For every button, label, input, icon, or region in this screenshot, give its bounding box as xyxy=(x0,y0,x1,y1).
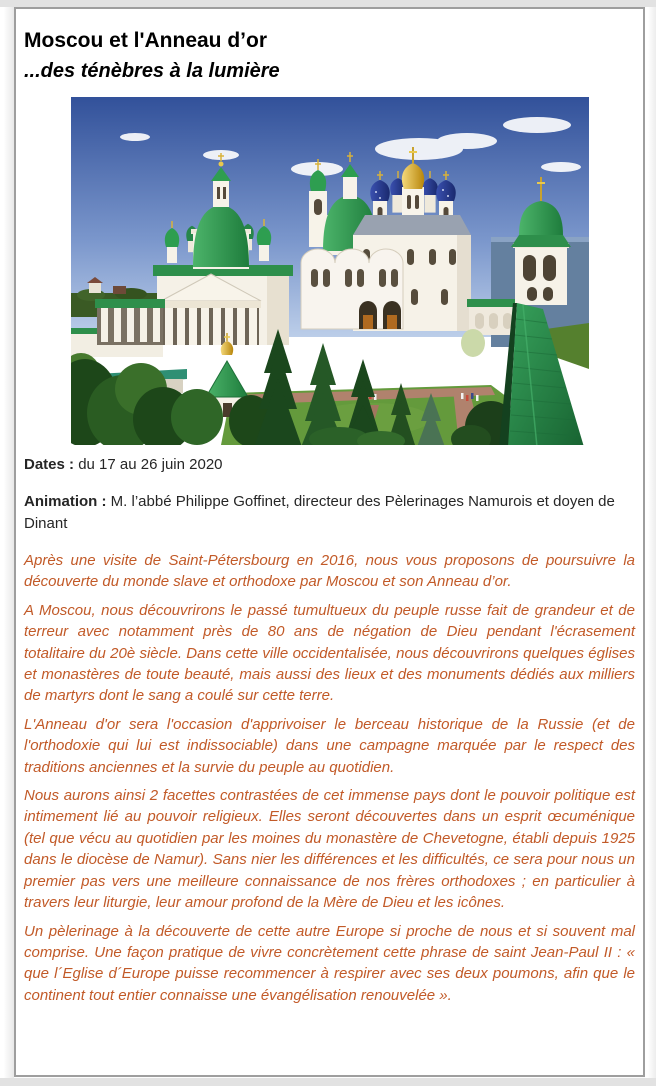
monastery-photo xyxy=(71,97,589,445)
animation-line xyxy=(24,491,635,535)
two-facets-paragraph: Nous aurons ainsi 2 facettes contrastées de cet immense pays dont le pouvoir politique est intimement lié au pouvoir religieux. Elles seront découvertes dans un esprit œcuménique (tel que vécu au quotidien par les moines du monastère de Chevetogne, établi depuis 1925 dans le diocèse de Namur). Sans nier les différences et les difficultés, ce sera pour nous un premier pas vers une meilleure connaissance de nos frères orthodoxes ; en particulier à travers leur liturgie, leur amour profond de la Mère de Dieu et les icônes. xyxy=(24,787,635,912)
golden-ring-paragraph: L'Anneau d'or sera l'occasion d'apprivoiser le berceau historique de la Russie (et de l'orthodoxie qui lui est indissociable) dans une campagne marquée par le respect des traditions anciennes et la survie du peuple au quotidien. xyxy=(24,715,635,776)
page-container xyxy=(14,7,645,1077)
page-title: Moscou et l'Anneau d’or xyxy=(24,29,268,52)
monastery-photo-illustration xyxy=(71,97,589,445)
page-subtitle: ...des ténèbres à la lumière xyxy=(24,60,280,82)
intro-paragraph: Après une visite de Saint-Pétersbourg en 2016, nous vous proposons de poursuivre la découverte du monde slave et orthodoxe par Moscou et son Anneau d’or. xyxy=(24,552,635,591)
closing-paragraph: Un pèlerinage à la découverte de cette autre Europe si proche de nous et si souvent mal comprise. Une façon pratique de vivre concrètement cette phrase de saint Jean-Paul II : « que l´Eglise d´Europe puisse recommencer à respirer avec ses deux poumons, afin que le continent tout entier connaisse une évangélisation renouvelée ». xyxy=(24,922,635,1004)
page-gutter-left xyxy=(0,7,14,1078)
moscow-paragraph: A Moscou, nous découvrirons le passé tumultueux du peuple russe fait de grandeur et de terreur avec notamment près de 80 ans de négation de Dieu pendant l'écrasement totalitaire du 20è siècle. Dans cette ville occidentalisée, nous découvrirons quelques églises et monastères de toute beauté, mais aussi des lieux et des monuments dédiés aux milliers de martyrs dont le sang a coulé sur cette terre. xyxy=(24,601,635,705)
dates-value: du 17 au 26 juin 2020 xyxy=(78,456,223,473)
dates-label: Dates : xyxy=(24,456,75,473)
dates-line xyxy=(24,454,635,476)
window-edge-top xyxy=(0,0,656,7)
page-gutter-right xyxy=(645,7,656,1078)
animation-value: M. l’abbé Philippe Goffinet, directeur des Pèlerinages Namurois et doyen de Dinant xyxy=(24,493,615,532)
animation-label: Animation : xyxy=(24,493,107,510)
window-edge-bottom xyxy=(0,1078,656,1086)
